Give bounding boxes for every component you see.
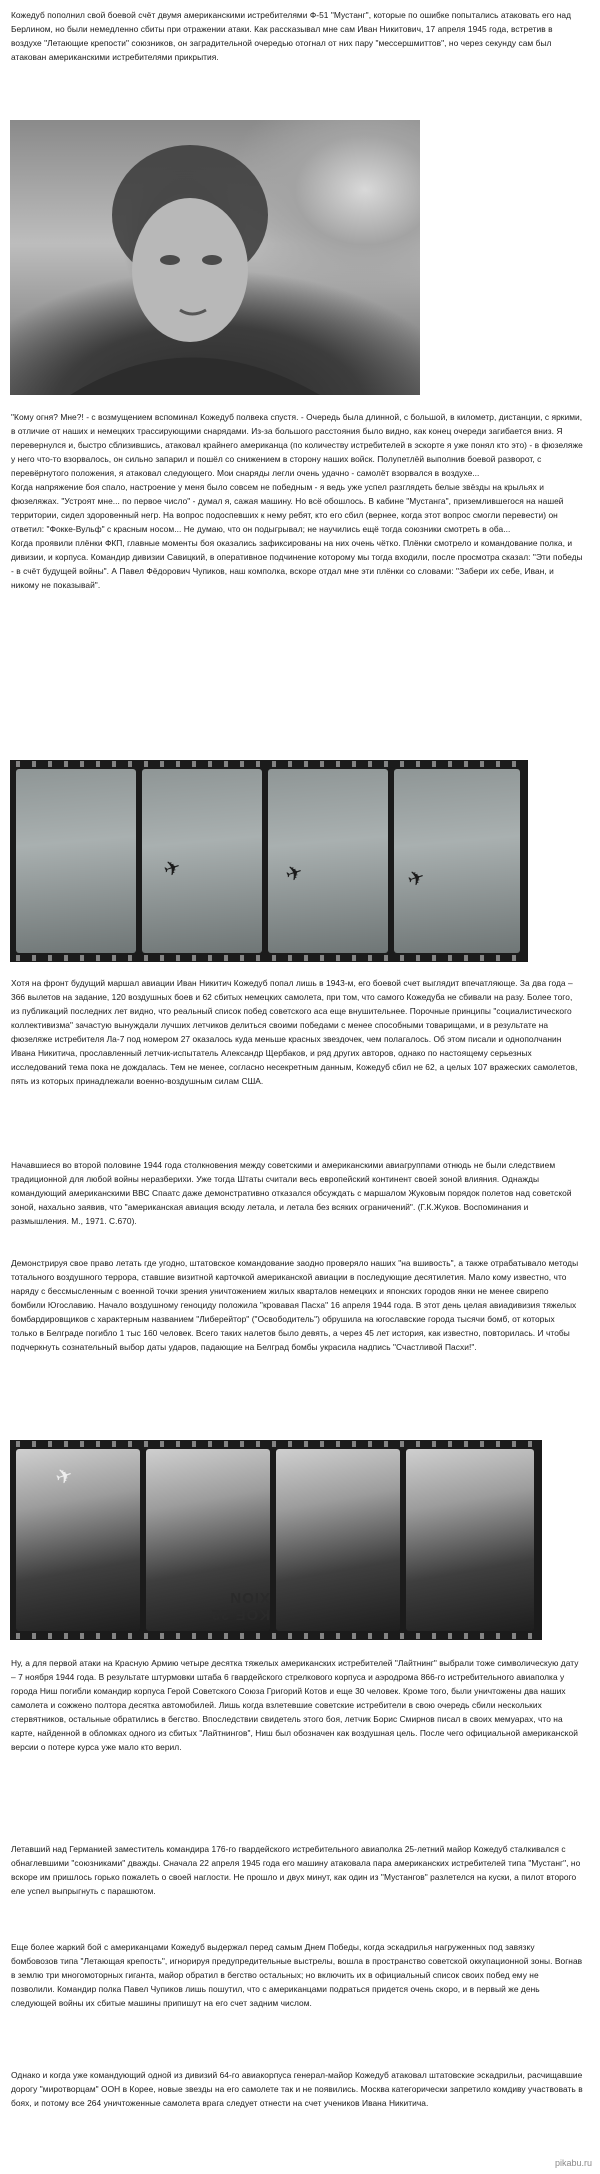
film-frame <box>406 1449 534 1631</box>
film-frame <box>268 769 388 953</box>
paragraph-1: Кожедуб пополнил свой боевой счёт двумя американскими истребителями Ф-51 "Мустанг", которые по ошибке попытались атаковать его над Берлином, но были немедленно сбиты при отражении атаки. Как рассказывал мне сам Иван Никитович, 17 апреля 1945 года, встретив в воздухе "Летающие крепости" союзников, он заградительной очередью отогнал от них пару "мессершмиттов", но через секунду сам был атакован американскими истребителями прикрытия. <box>11 10 572 62</box>
paragraph-9: Однако и когда уже командующий одной из дивизий 64-го авиакорпуса генерал-майор Кожедуб атаковал штатовские эскадрильи, расчищавшие дорогу "миротворцам" ООН в Корее, новые звезды на его самолете так и не появились. Москва категорически запретило комдиву участвовать в боях, и потому все 264 уничтоженные самолета врага следует отнести на счет учеников Ивана Никитича. <box>11 2070 583 2108</box>
plane-icon: ✈ <box>405 865 428 893</box>
paragraph-3: Хотя на фронт будущий маршал авиации Иван Никитич Кожедуб попал лишь в 1943-м, его боевой счет выглядит впечатляюще. За два года – 366 вылетов на задание, 120 воздушных боев и 62 сбитых немецких самолета, при том, что самого Кожедуба не сбивали на разу. Более того, из публикаций последних лет видно, что реальный список побед советского аса еще внушительнее. Порочные принципы "социалистического коллективизма" зачастую вынуждали лучших летчиков делиться своими победами с менее способными товарищами, и в результате на фюзеляже истребителя Ла-7 под номером 27 оказалось куда меньше красных звездочек, чем полагалось. Об этом писали и однополчанин Ивана Никитича, прославленный летчик-испытатель Александр Щербаков, и ряд других авторов, однако по настоящему серьезных исследований тема пока не дождалась. Тем не менее, согласно несекретным данным, Кожедуб сбил не 62, а целых 107 вражеских самолетов, пять из которых принадлежали военно-воздушным силам США. <box>11 978 578 1086</box>
film-perforations-top <box>10 1441 542 1447</box>
plane-icon: ✈ <box>283 860 306 888</box>
paragraph-7: Летавший над Германией заместитель командира 176-го гвардейского истребительного авиаполка 25-летний майор Кожедуб сталкивался с обнаглевшими "союзниками" дважды. Сначала 22 апреля 1945 года его машину атаковала пара американских истребителей типа "Мустанг", но вскоре им пришлось горько пожалеть о своей наглости. Не прошло и двух минут, как один из "Мустангов" разлетелся на куски, а пилот второго еле успел выпрыгнуть с парашютом. <box>11 1844 581 1896</box>
film-frame <box>142 769 262 953</box>
paragraph-2: "Кому огня? Мне?! - с возмущением вспоминал Кожедуб полвека спустя. - Очередь была длинной, с большой, в километр, дистанции, с яркими, в отличие от наших и немецких трассирующими снарядами. Из-за большого расстояния было видно, как конец очереди загибается вниз. Я перевернулся и, быстро сблизившись, атаковал крайнего американца (по количеству истребителей в эскорте я уже понял кто это) - в фюзеляже у него что-то взорвалось, он сильно запарил и пошёл со снижением в сторону наших войск. Полупетлёй выполнив боевой разворот, с перевёрнутого положения, я атаковал следующего. Мои снаряды легли очень удачно - самолёт взорвался в воздухе... Когда напряжение боя спало, настроение у меня было совсем не победным - я ведь уже успел разглядеть белые звёзды на крыльях и фюзеляжах. "Устроят мне... по первое число" - думал я, сажая машину. Но всё обошлось. В кабине "Мустанга", приземлившегося на нашей территории, сидел здоровенный негр. На вопрос подоспевших к нему ребят, кто его сбил (вернее, когда этот вопрос смогли перевести) он ответил: "Фокке-Вульф" с красным носом... Не думаю, что он подыгрывал; не научились ещё тогда союзники смотреть в оба... Когда проявили плёнки ФКП, главные моменты боя оказались зафиксированы на них очень чётко. Плёнки смотрело и командование полка, и дивизии, и корпуса. Командир дивизии Савицкий, в оперативное подчинение которому мы тогда входили, после просмотра сказал: "Эти победы - в счёт будущей войны". А Павел Фёдорович Чупиков, наш комполка, вскоре отдал мне эти плёнки со словами: "Забери их себе, Иван, и никому не показывай". <box>11 412 583 590</box>
film-perforations-bottom <box>10 955 528 961</box>
film-frame <box>394 769 520 953</box>
film-frame <box>276 1449 400 1631</box>
plane-icon: ✈ <box>161 855 184 883</box>
portrait-illustration <box>10 120 420 395</box>
film-caption: KOE 22 XION <box>210 1589 270 1623</box>
filmstrip-2 <box>10 1440 542 1640</box>
film-frame <box>146 1449 270 1631</box>
paragraph-4: Начавшиеся во второй половине 1944 года столкновения между советскими и американскими авиагруппами отнюдь не были следствием традиционной для любой войны неразберихи. Уже тогда Штаты считали весь европейский континент своей зоной влияния. Однажды командующий американскими ВВС Спаатс даже демонстративно отказался обсуждать с маршалом Жуковым порядок полетов над советской зоной, нахально заявив, что "американская авиация всюду летала, и летала без всяких ограничений". (Г.К.Жуков. Воспоминания и размышления. М., 1971. С.670). <box>11 1160 572 1226</box>
paragraph-8: Еще более жаркий бой с американцами Кожедуб выдержал перед самым Днем Победы, когда эскадрилья нагруженных под завязку бомбовозов типа "Летающая крепость", игнорируя предупредительные выстрелы, вошла в пространство советской оккупационной зоны. Вогнав в землю три многомоторных гиганта, майор обратил в бегство остальных; но включить их в официальный список своих побед ему не позволили. Командир полка Павел Чупиков лишь пошутил, что с американцами подраться придется очень скоро, и в первый же день следующей войны их сбитые машины припишут на его счет задним числом. <box>11 1942 583 2008</box>
kozhedub-portrait-photo <box>10 120 420 395</box>
film-frame <box>16 769 136 953</box>
film-perforations-top <box>10 761 528 767</box>
film-frame <box>16 1449 140 1631</box>
paragraph-6: Ну, а для первой атаки на Красную Армию четыре десятка тяжелых американских истребителей "Лайтнинг" выбрали тоже символическую дату – 7 ноября 1944 года. В результате штурмовки штаба 6 гвардейского стрелкового корпуса и аэродрома 866-го истребительного авиаполка у города Ниш погибли командир корпуса Герой Советского Союза Григорий Котов и еще 30 человек. Кроме того, были уничтожены два наших самолета и сожжено полтора десятка автомобилей. Лишь когда взлетевшие советские истребители в свою очередь сбили нескольких стервятников, остальные обратились в бегство. Впоследствии свидетель этого боя, летчик Борис Смирнов писал в своих мемуарах, что на карте, найденной в обломках одного из сбитых "Лайтнингов", Ниш был обозначен как воздушная цель. После чего официальной американской версии о потере курса уже мало кто верил. <box>11 1658 579 1752</box>
film-perforations-bottom <box>10 1633 542 1639</box>
plane-icon: ✈ <box>53 1463 76 1491</box>
filmstrip-1 <box>10 760 528 962</box>
paragraph-5: Демонстрируя свое право летать где угодно, штатовское командование заодно проверяло наших "на вшивость", а также отрабатывало методы тотального воздушного террора, ставшие визитной карточкой американской авиации в последующие десятилетия. Мало кому известно, что наряду с бессмысленным с военной точки зрения уничтожением жилых кварталов немецких и японских городов янки не менее свирепо бомбили Югославию. Начало воздушному геноциду положила "кровавая Пасха" 16 апреля 1944 года. В этот день целая авиадивизия тяжелых бомбардировщиков с характерным названием "Либерейтор" ("Освободитель") обрушила на югославские города тысячи бомб, от которых только в Белграде погибло 1 тыс 160 человек. Всего таких налетов было девять, а через 45 лет история, как известно, повторилась. И чтобы подчеркнуть сознательный выбор даты ударов, падающие на Белград бомбы украсила надпись "Счастливой Пасхи!". <box>11 1258 579 1352</box>
source-logo[interactable]: pikabu.ru <box>554 2158 592 2168</box>
